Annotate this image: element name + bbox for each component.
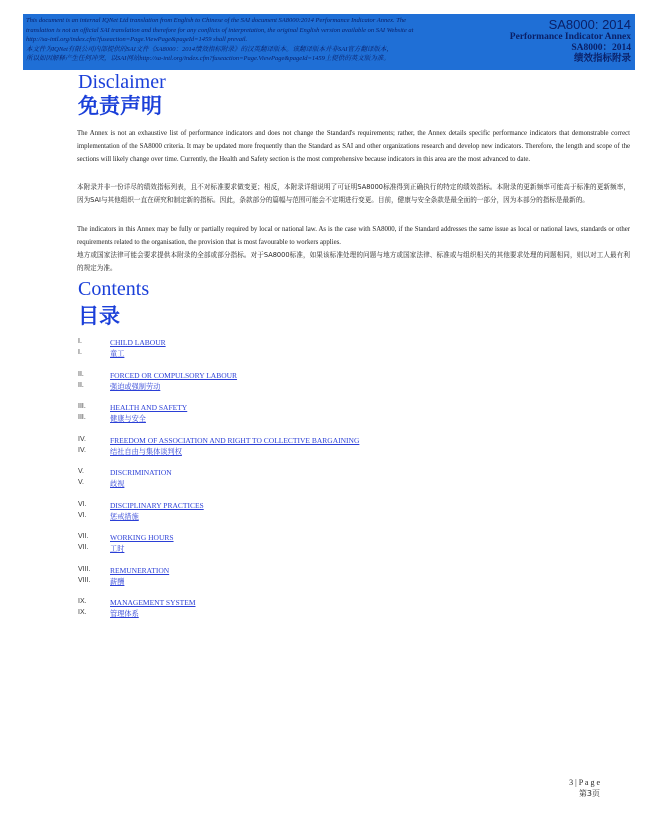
disclaimer-paragraph-2-zh: 地方或国家法律可能会要求提供本附录的全部或部分指标。对于SA8000标准，如果该标准处理的问题与地方或国家法律、标准或与组织相关的其他要求处理的问题相同，则以对工人最有利的规定为准。: [77, 251, 630, 272]
toc-item: [78, 468, 618, 501]
toc-item: [78, 598, 618, 631]
toc-number: VI.: [78, 511, 87, 519]
toc-item: [78, 436, 618, 469]
toc-number: IX.: [78, 609, 87, 616]
toc-item: [78, 403, 618, 436]
toc-number: VII.: [78, 533, 89, 540]
toc-link-remuneration[interactable]: REMUNERATION: [110, 565, 170, 575]
disclaimer-paragraph-1-zh: 本附录并非一份详尽的绩效指标列表，且不对标准要求做变更；相反，本附录详细说明了可证明SA8000标准得到正确执行的特定的绩效指标。本附录的更新频率可能高于标准的更新频率，因为SAI与其他组织一直在研究和制定新的指标。因此，条款部分的篇幅与范围可能会不定期进行变更。目前，健康与安全条款是最全面的一部分，因为本部分的指标是最新的。: [77, 183, 630, 204]
contents-heading: Contents: [78, 278, 150, 300]
document-title: Performance Indicator Annex: [509, 32, 631, 42]
toc-link-disciplinary-practices-zh[interactable]: 惩戒措施: [110, 511, 139, 521]
standard-code: SA8000: 2014: [548, 17, 631, 32]
toc-number: VIII.: [78, 576, 91, 584]
disclaimer-heading-zh: 免责声明: [78, 94, 162, 118]
toc-item: [78, 566, 618, 599]
document-title-block: [510, 17, 631, 65]
toc-number: I.: [78, 349, 82, 356]
contents-heading-zh: 目录: [78, 304, 120, 328]
toc-link-health-safety[interactable]: HEALTH AND SAFETY: [110, 403, 188, 412]
toc-number: IX.: [78, 598, 87, 605]
toc-number: III.: [78, 403, 86, 410]
toc-link-freedom-of-association[interactable]: FREEDOM OF ASSOCIATION AND RIGHT TO COLLECTIVE BARGAINING: [110, 435, 360, 445]
toc-item: [78, 371, 618, 404]
translation-note-line: 本文件为IQNet有限公司内部提供的SAI文件《SA8000：2014绩效指标附录》的汉英翻译版本。该翻译版本并非SAI官方翻译版本，: [26, 45, 393, 53]
disclaimer-paragraph-1: The Annex is not an exhaustive list of performance indicators and does not change the Standard's requirements; rather, the Annex details specific performance indicators that demonstrable correct implementation of the SA8000 criteria. It may be updated more frequently than the Standard as SAI and other organizations research and develop new indicators. Therefore, the length and scope of the sections will likely change over time. Currently, the Health and Safety section is the most comprehensive because indicators in this area are the most advanced to date.: [77, 130, 630, 163]
toc-link-working-hours-zh[interactable]: 工时: [110, 544, 125, 553]
toc-item: [78, 501, 618, 534]
page-footer: [510, 777, 600, 799]
toc-number: V.: [78, 468, 84, 475]
toc-link-remuneration-zh[interactable]: 薪酬: [110, 576, 125, 586]
toc-number: VI.: [78, 500, 87, 508]
toc-link-health-safety-zh[interactable]: 健康与安全: [110, 414, 146, 423]
toc-link-working-hours[interactable]: WORKING HOURS: [110, 533, 174, 542]
toc-link-freedom-of-association-zh[interactable]: 结社自由与集体谈判权: [110, 446, 182, 456]
disclaimer-heading: Disclaimer: [78, 71, 166, 93]
translation-note-line: 所以如因解释产生任何冲突，以SAI网站http://sa-intl.org/index.cfm?fuseaction=Page.ViewPage&pageId=1459上提供的英文版为准。: [26, 55, 390, 63]
toc-number: IV.: [78, 435, 86, 443]
toc-number: V.: [78, 479, 84, 486]
disclaimer-paragraph-2: The indicators in this Annex may be fully or partially required by local or national law. As is the case with SA8000, if the Standard addresses the same issue as local or national laws, standards or other requirements related to the organisation, the provision that is most favourable to workers applies.: [77, 226, 630, 246]
toc-item: [78, 338, 618, 371]
toc-link-discrimination-zh[interactable]: 歧视: [110, 479, 125, 488]
toc-link-child-labour-zh[interactable]: 童工: [110, 349, 125, 358]
toc-link-forced-labour-zh[interactable]: 强迫或强制劳动: [110, 381, 161, 391]
translation-note-link[interactable]: http://sa-intl.org/index.cfm?fuseaction=Page.ViewPage&pageId=1459 shall prevail.: [26, 36, 248, 44]
toc-number: VII.: [78, 544, 89, 551]
toc-link-discrimination[interactable]: DISCRIMINATION: [110, 468, 172, 477]
standard-code-zh: SA8000：2014: [571, 43, 631, 53]
table-of-contents: [78, 338, 618, 631]
toc-number: IV.: [78, 446, 86, 454]
toc-link-forced-labour[interactable]: FORCED OR COMPULSORY LABOUR: [110, 370, 238, 380]
header-banner: [23, 14, 635, 70]
toc-number: II.: [78, 381, 84, 389]
page-number: 3 | P a g e: [569, 778, 600, 787]
toc-number: III.: [78, 414, 86, 421]
translation-note-line: This document is an internal IQNet Ltd translation from English to Chinese of the SAI document SA8000:2014 Performance Indicator Annex. The: [26, 17, 407, 24]
document-title-zh: 绩效指标附录: [573, 54, 631, 64]
translation-note-line: translation is not an official SAI translation and therefore for any conflicts of interpretation, the original English version available on SAI Website at: [26, 26, 414, 34]
toc-item: [78, 533, 618, 566]
toc-number: I.: [78, 338, 82, 345]
toc-link-management-system-zh[interactable]: 管理体系: [110, 609, 139, 618]
page-number-zh: 第3页: [578, 789, 600, 798]
toc-number: II.: [78, 370, 84, 378]
translation-note: [26, 16, 508, 64]
toc-number: VIII.: [78, 565, 91, 573]
toc-link-disciplinary-practices[interactable]: DISCIPLINARY PRACTICES: [110, 500, 204, 510]
toc-link-child-labour[interactable]: CHILD LABOUR: [110, 338, 166, 347]
toc-link-management-system[interactable]: MANAGEMENT SYSTEM: [110, 598, 196, 607]
